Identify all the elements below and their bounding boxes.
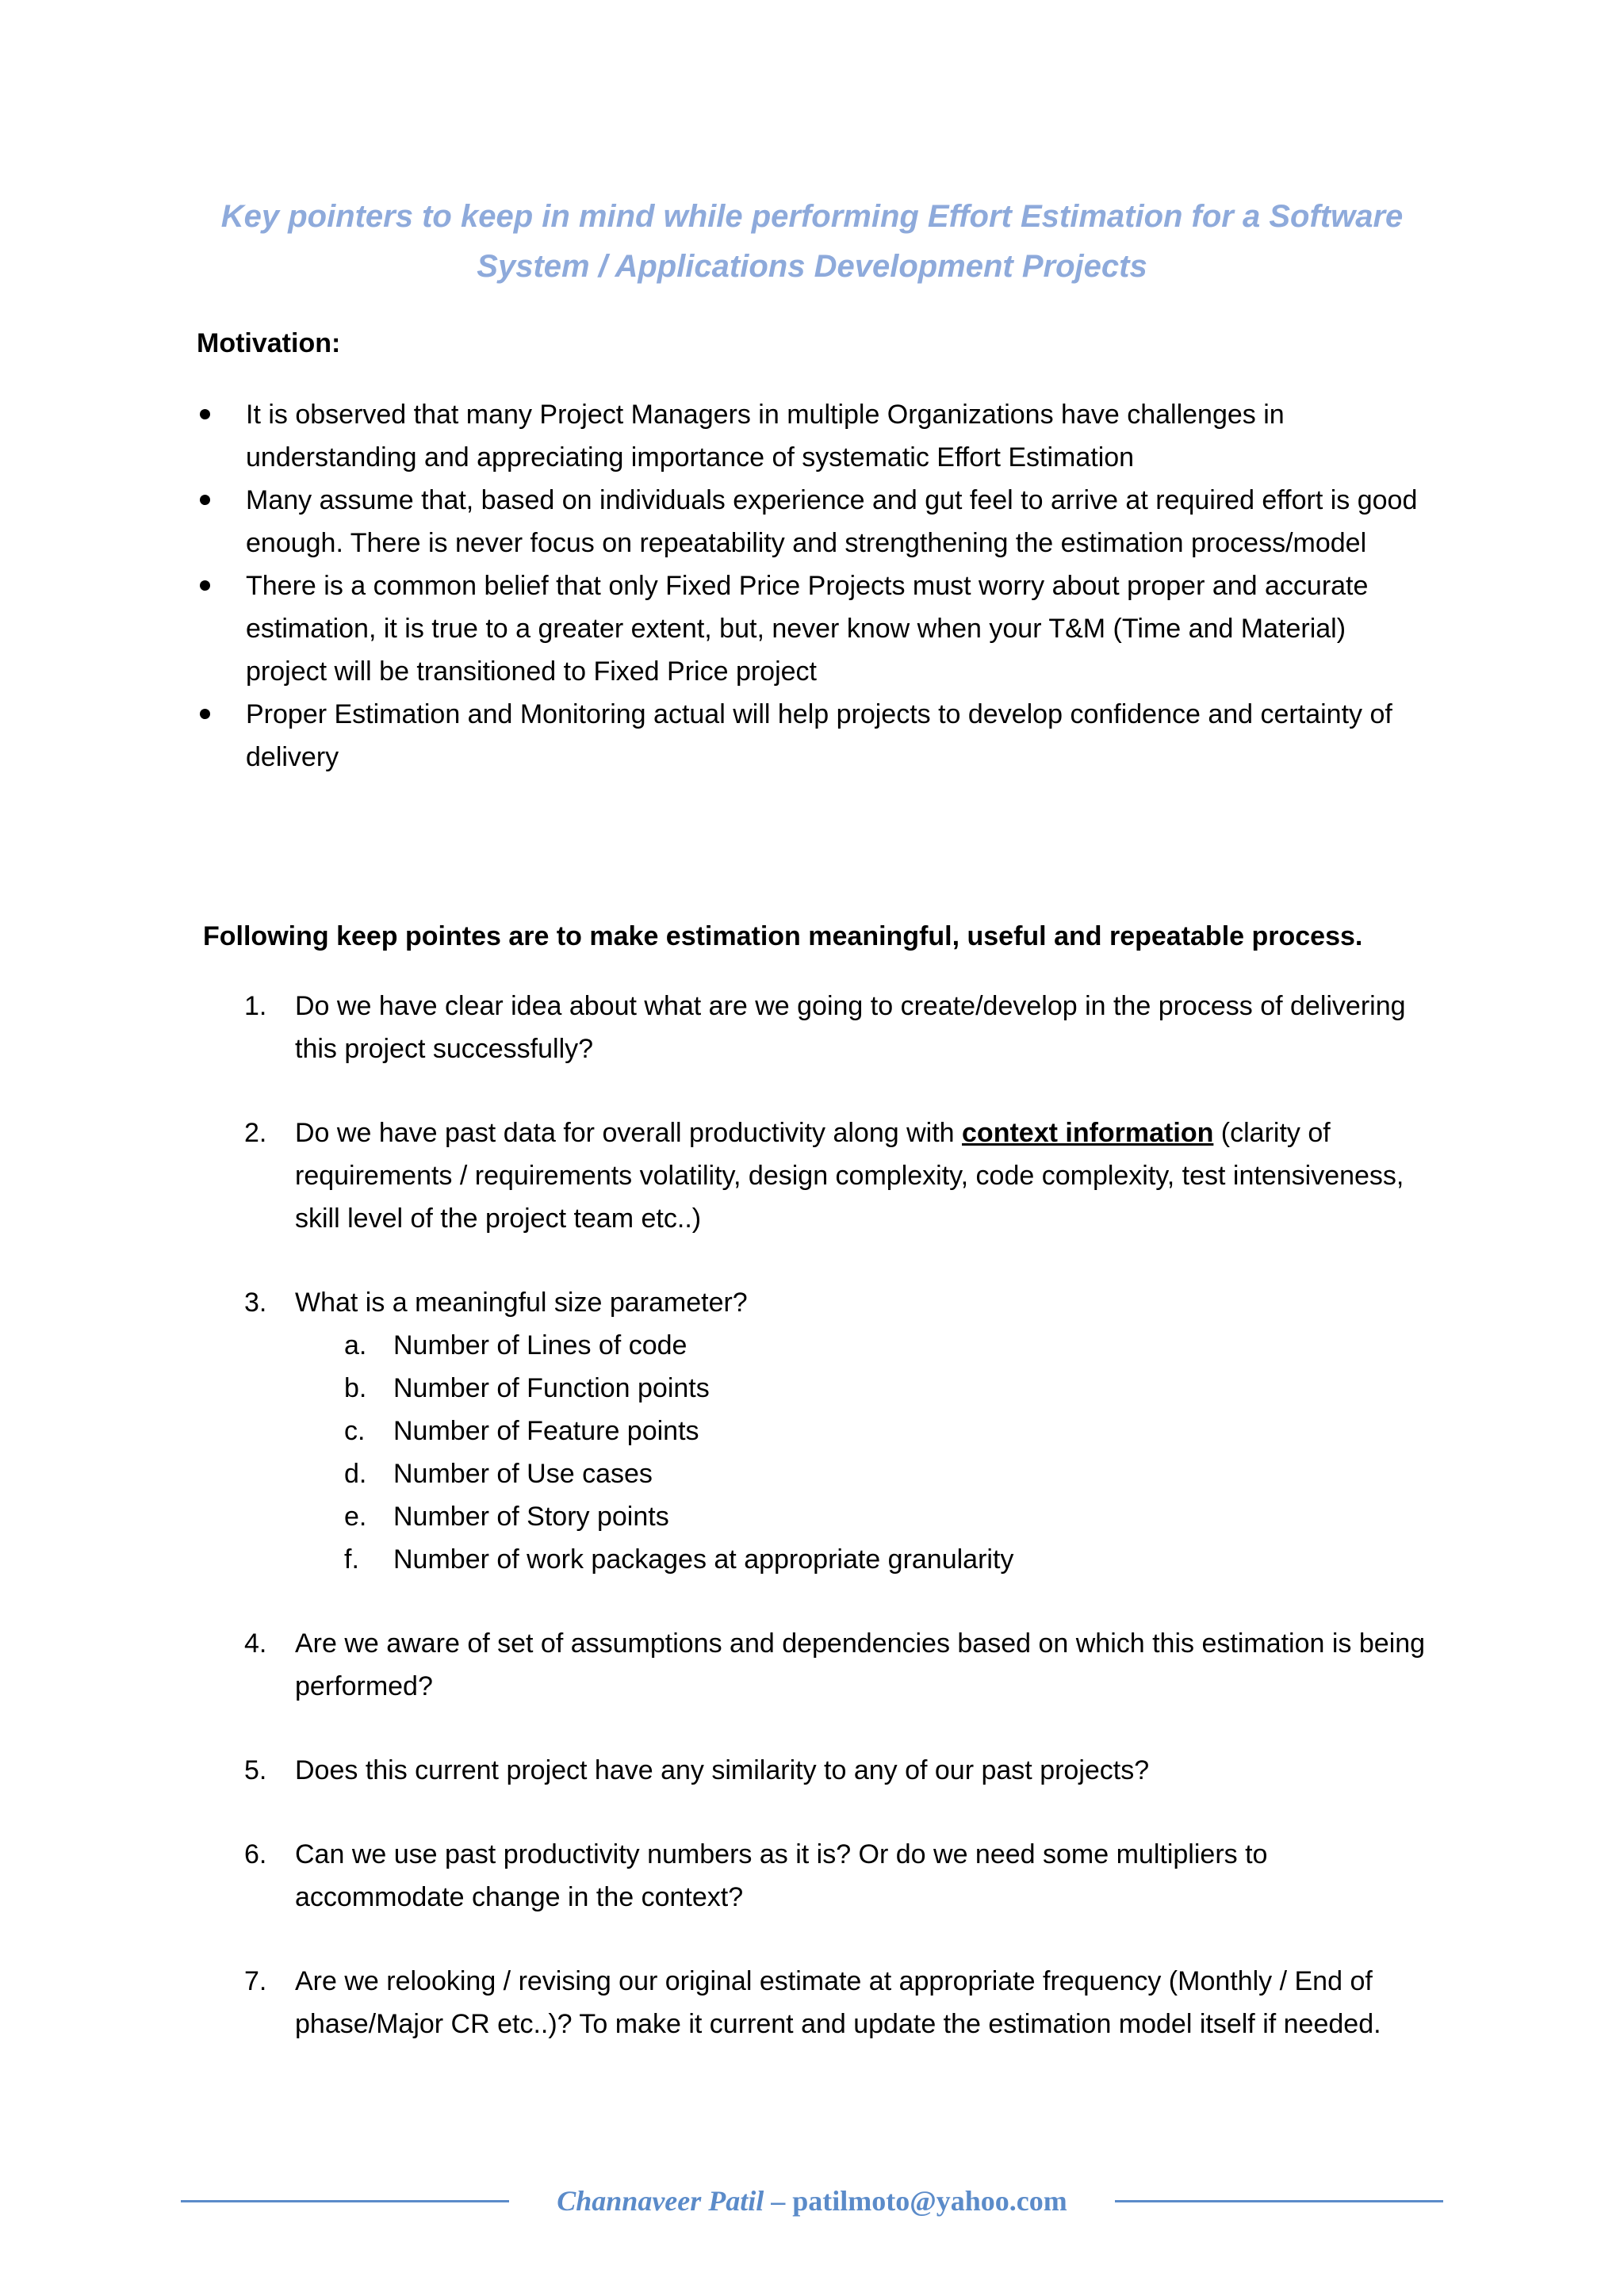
context-information-emphasis: context information bbox=[962, 1118, 1214, 1148]
bullet-dot-icon bbox=[200, 409, 210, 419]
item-text-pre: Do we have past data for overall productivity along with bbox=[295, 1118, 963, 1148]
pointer-item-4 bbox=[238, 1622, 1443, 1708]
motivation-heading: Motivation: bbox=[197, 328, 341, 358]
bullet-text: It is observed that many Project Managers in multiple Organizations have challenges in understanding and appreciating importance of systematic Effort Estimation bbox=[246, 400, 1285, 473]
footer-text bbox=[181, 2179, 1443, 2223]
item-number: 7. bbox=[244, 1966, 267, 1996]
pointer-item-7 bbox=[238, 1960, 1443, 2045]
item-text: Can we use past productivity numbers as it is? Or do we need some multipliers to accommodate change in the context? bbox=[295, 1839, 1268, 1912]
item-number: 5. bbox=[244, 1755, 267, 1785]
bullet-item bbox=[197, 564, 1434, 693]
sub-item-letter: a. bbox=[344, 1330, 367, 1360]
sub-item bbox=[295, 1538, 1443, 1581]
item-number: 2. bbox=[244, 1118, 267, 1148]
bullet-dot-icon bbox=[200, 709, 210, 719]
item-number: 6. bbox=[244, 1839, 267, 1869]
sub-item bbox=[295, 1324, 1443, 1367]
sub-item-text: Number of Function points bbox=[393, 1373, 710, 1403]
sub-item-text: Number of Feature points bbox=[393, 1416, 699, 1446]
pointer-item-3 bbox=[238, 1281, 1443, 1581]
bullet-text: Proper Estimation and Monitoring actual will help projects to develop confidence and certainty of delivery bbox=[246, 699, 1392, 772]
bullet-item bbox=[197, 393, 1434, 479]
sub-item bbox=[295, 1410, 1443, 1452]
bullet-item bbox=[197, 693, 1434, 779]
item-text-post: (clarity of requirements / requirements volatility, design complexity, code complexity, test intensiveness, skill level of the project team etc..) bbox=[295, 1118, 1404, 1234]
pointer-item-2 bbox=[238, 1112, 1443, 1240]
item-number: 1. bbox=[244, 991, 267, 1021]
sub-item bbox=[295, 1452, 1443, 1495]
pointers-numbered-list bbox=[238, 985, 1443, 2087]
pointers-heading: Following keep pointes are to make estimation meaningful, useful and repeatable process. bbox=[203, 921, 1363, 951]
sub-item-text: Number of Lines of code bbox=[393, 1330, 688, 1360]
sub-item-letter: d. bbox=[344, 1459, 367, 1489]
bullet-text: There is a common belief that only Fixed Price Projects must worry about proper and accurate estimation, it is true to a greater extent, but, never know when your T&M (Time and Material) project will be transitioned to Fixed Price project bbox=[246, 571, 1369, 687]
pointer-item-1 bbox=[238, 985, 1443, 1070]
footer-separator: – bbox=[764, 2185, 793, 2217]
item-text: What is a meaningful size parameter? bbox=[295, 1288, 748, 1318]
title-line-2: System / Applications Development Projects bbox=[477, 249, 1147, 284]
sub-item-letter: b. bbox=[344, 1373, 367, 1403]
item-text: Are we relooking / revising our original estimate at appropriate frequency (Monthly / End of phase/Major CR etc..)? To make it current and update the estimation model itself if needed. bbox=[295, 1966, 1381, 2039]
page-footer bbox=[181, 2179, 1443, 2223]
sub-item-text: Number of Story points bbox=[393, 1502, 669, 1532]
footer-author: Channaveer Patil bbox=[557, 2185, 764, 2217]
item-number: 3. bbox=[244, 1288, 267, 1318]
item-number: 4. bbox=[244, 1628, 267, 1659]
pointer-item-5 bbox=[238, 1749, 1443, 1792]
sub-item bbox=[295, 1495, 1443, 1538]
document-title bbox=[198, 192, 1426, 292]
sub-item-letter: f. bbox=[344, 1544, 359, 1575]
bullet-dot-icon bbox=[200, 495, 210, 505]
footer-email: patilmoto@yahoo.com bbox=[792, 2185, 1067, 2217]
bullet-dot-icon bbox=[200, 580, 210, 591]
sub-item-letter: c. bbox=[344, 1416, 366, 1446]
item-text: Does this current project have any similarity to any of our past projects? bbox=[295, 1755, 1150, 1785]
item-text: Are we aware of set of assumptions and dependencies based on which this estimation is being performed? bbox=[295, 1628, 1426, 1701]
sub-item-letter: e. bbox=[344, 1502, 367, 1532]
motivation-bullet-list bbox=[197, 393, 1434, 779]
bullet-item bbox=[197, 479, 1434, 564]
bullet-text: Many assume that, based on individuals experience and gut feel to arrive at required effort is good enough. There is never focus on repeatability and strengthening the estimation process/model bbox=[246, 485, 1418, 558]
size-parameter-sub-list bbox=[295, 1324, 1443, 1581]
sub-item-text: Number of work packages at appropriate granularity bbox=[393, 1544, 1014, 1575]
sub-item bbox=[295, 1367, 1443, 1410]
item-text: Do we have clear idea about what are we going to create/develop in the process of delivering this project successfully? bbox=[295, 991, 1406, 1064]
sub-item-text: Number of Use cases bbox=[393, 1459, 653, 1489]
pointer-item-6 bbox=[238, 1833, 1443, 1919]
title-line-1: Key pointers to keep in mind while performing Effort Estimation for a Software bbox=[220, 199, 1404, 234]
